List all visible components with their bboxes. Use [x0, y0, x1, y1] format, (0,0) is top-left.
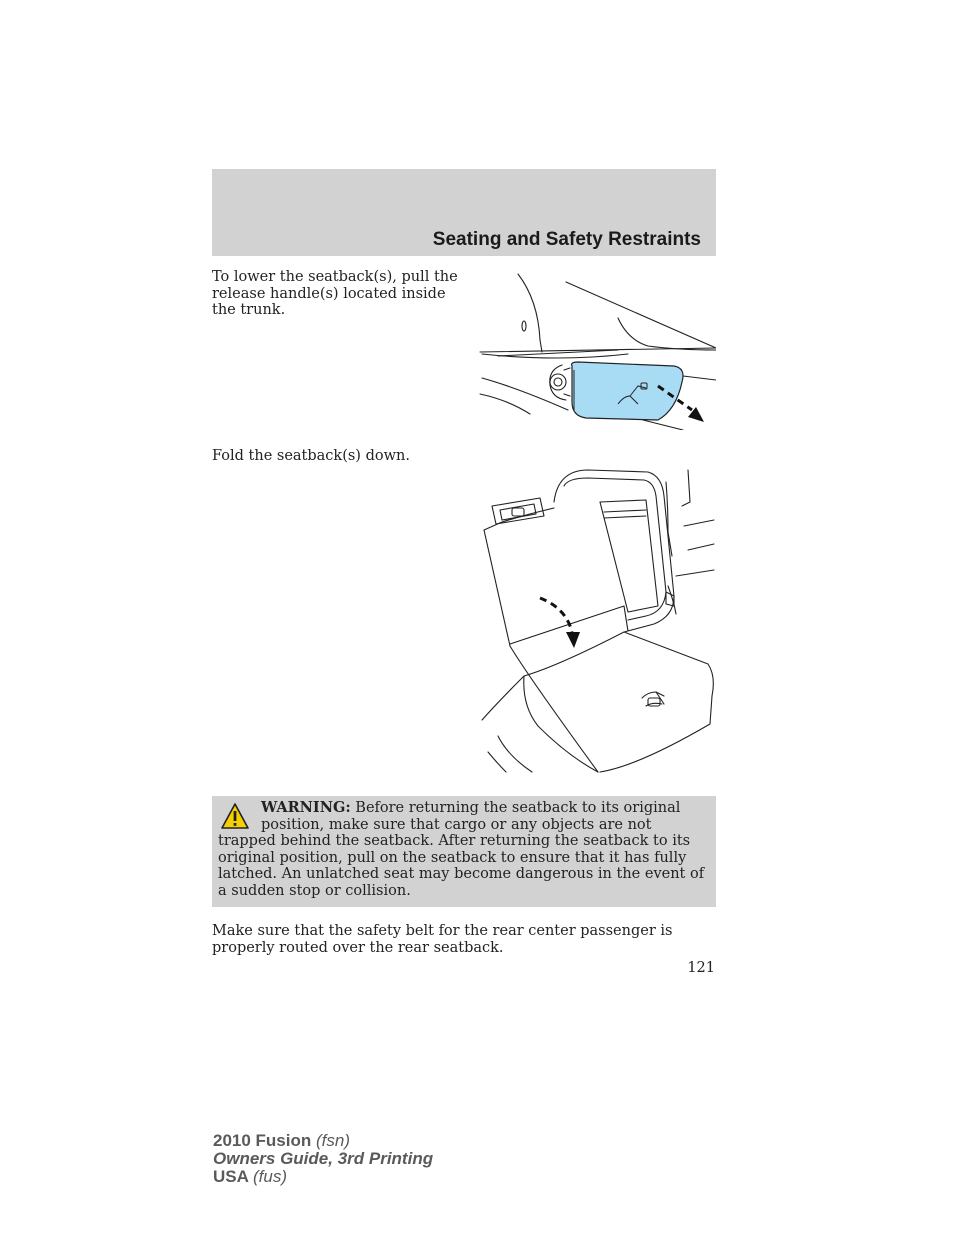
fold-seatback-illustration [478, 466, 716, 774]
section-header-band [212, 169, 716, 256]
footer-region: USA [213, 1167, 249, 1186]
instruction-fold-seatback: Fold the seatback(s) down. [212, 448, 410, 464]
warning-label: WARNING: [261, 799, 351, 816]
footer-guide: Owners Guide, 3rd Printing [213, 1149, 434, 1168]
trunk-release-handle-illustration [478, 270, 716, 430]
instruction-safety-belt: Make sure that the safety belt for the rear center passenger is properly routed over the rear seatback. [212, 923, 673, 956]
footer-publication-info [213, 1132, 433, 1186]
footer-model: 2010 Fusion [213, 1131, 312, 1150]
footer-line-model [213, 1132, 433, 1150]
footer-region-code: (fus) [253, 1167, 287, 1186]
footer-line-region [213, 1168, 433, 1186]
warning-text [218, 800, 710, 899]
instruction-lower-seatback: To lower the seatback(s), pull the release handle(s) located inside the trunk. [212, 269, 458, 318]
warning-box [212, 796, 716, 907]
footer-model-code: (fsn) [316, 1131, 350, 1150]
section-title: Seating and Safety Restraints [432, 229, 701, 250]
page-number: 121 [687, 960, 715, 976]
release-handle-highlight [572, 362, 683, 420]
warning-body: Before returning the seatback to its original position, make sure that cargo or any objects are not trapped behind the seatback. After returning the seatback to its original position, pull on the seatback to ensure that it has fully latched. An unlatched seat may become dangerous in the event of a sudden stop or collision. [218, 800, 705, 899]
